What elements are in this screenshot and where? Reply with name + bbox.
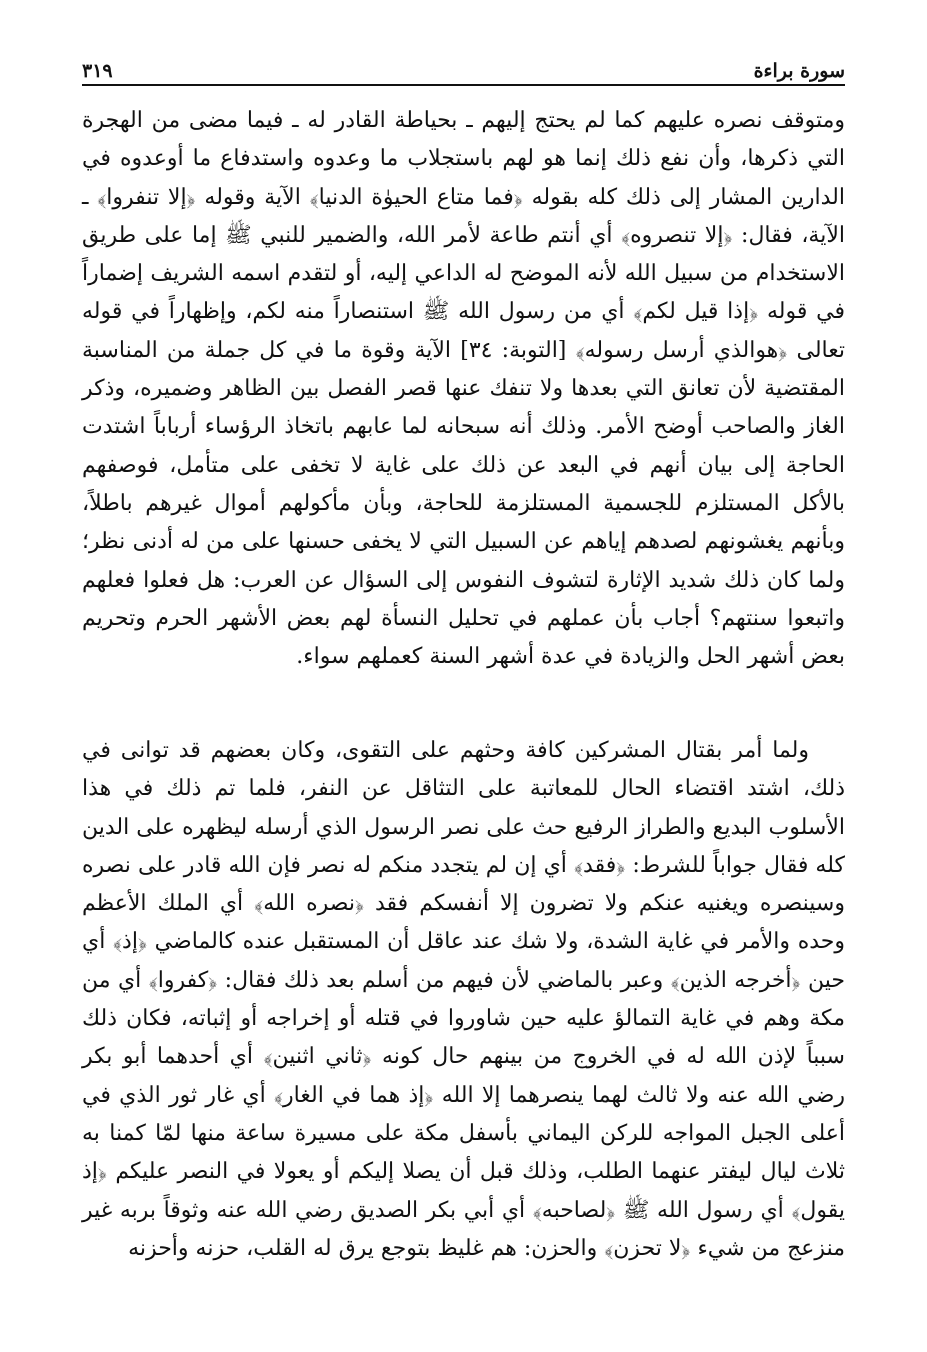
header-rule (82, 84, 845, 86)
body-paragraph-2 (82, 732, 845, 1268)
body-paragraph-1 (82, 102, 845, 676)
paragraph-text: ولما أمر بقتال المشركين كافة وحثهم على التقوى، وكان بعضهم قد توانى في ذلك، اشتد اقتضاء الحال للمعاتبة على التثاقل عن النفر، فلما تم ذلك في هذا الأسلوب البديع والطراز الرفيع حث على نصر الرسول الذي أرسله ليظهره على الدين كله فقال جواباً للشرط: ﴿فقد﴾ أي إن لم يتجدد منكم له نصر فإن الله قادر على نصره وسينصره ويغنيه عنكم ولا تضرون إلا أنفسكم فقد ﴿نصره الله﴾ أي الملك الأعظم وحده والأمر في غاية الشدة، ولا شك عند عاقل أن المستقبل عنده كالماضي ﴿إذ﴾ أي حين ﴿أخرجه الذين﴾ وعبر بالماضي لأن فيهم من أسلم بعد ذلك فقال: ﴿كفروا﴾ أي من مكة وهم في غاية التمالؤ عليه حين شاوروا في قتله أو إخراجه أو إثباته، فكان ذلك سبباً لإذن الله له في الخروج من بينهم حال كونه ﴿ثاني اثنين﴾ أي أحدهما أبو بكر رضي الله عنه ولا ثالث لهما ينصرهما إلا الله ﴿إذ هما في الغار﴾ أي غار ثور الذي في أعلى الجبل المواجه للركن اليماني بأسفل مكة على مسيرة ساعة منها لمّا كمنا به ثلاث ليال ليفتر عنهما الطلب، وذلك قبل أن يصلا إليكم أو يعولا في النصر عليكم ﴿إذ يقول﴾ أي رسول الله ﷺ ﴿لصاحبه﴾ أي أبي بكر الصديق رضي الله عنه وثوقاً بربه غير منزعج من شيء ﴿لا تحزن﴾ والحزن: هم غليظ بتوجع يرق له القلب، حزنه وأحزنه (82, 738, 845, 1261)
running-header (82, 52, 845, 86)
surah-title: سورة براءة (753, 60, 845, 82)
page-number: ٣١٩ (82, 60, 113, 82)
paragraph-text: ومتوقف نصره عليهم كما لم يحتج إليهم ـ بحياطة القادر له ـ فيما مضى من الهجرة التي ذكرها، وأن نفع ذلك إنما هو لهم باستجلاب ما وعدوه واستدفاع ما أوعدوه في الدارين المشار إلى ذلك كله بقوله ﴿فما متاع الحيوٰة الدنيا﴾ الآية وقوله ﴿إلا تنفروا﴾ ـ الآية، فقال: ﴿إلا تنصروه﴾ أي أنتم طاعة لأمر الله، والضمير للنبي ﷺ إما على طريق الاستخدام من سبيل الله لأنه الموضح له الداعي إليه، أو لتقدم اسمه الشريف إضماراً في قوله ﴿إذا قيل لكم﴾ أي من رسول الله ﷺ استنصاراً منه لكم، وإظهاراً في قوله تعالى ﴿هوالذي أرسل رسوله﴾ [التوبة: ٣٤] الآية وقوة ما في كل جملة من المناسبة المقتضية لأن تعانق التي بعدها ولا تنفك عنها قصر الفصل بين الظاهر وضميره، وذكر الغاز والصاحب أوضح الأمر. وذلك أنه سبحانه لما عابهم باتخاذ الرؤساء أرباباً اشتدت الحاجة إلى بيان أنهم في البعد عن ذلك على غاية لا تخفى على متأمل، فوصفهم بالأكل المستلزم للجسمية المستلزمة للحاجة، وبأن مأكولهم أموال غيرهم باطلاً، وبأنهم يغشونهم لصدهم إياهم عن السبيل التي لا يخفى حسنها على من له أدنى نظر؛ ولما كان ذلك شديد الإثارة لتشوف النفوس إلى السؤال عن العرب: هل فعلوا فعلهم واتبعوا سنتهم؟ أجاب بأن عملهم في تحليل النسأة لهم بعض الأشهر الحرم وتحريم بعض أشهر الحل والزيادة في عدة أشهر السنة كعملهم سواء. (82, 108, 845, 670)
